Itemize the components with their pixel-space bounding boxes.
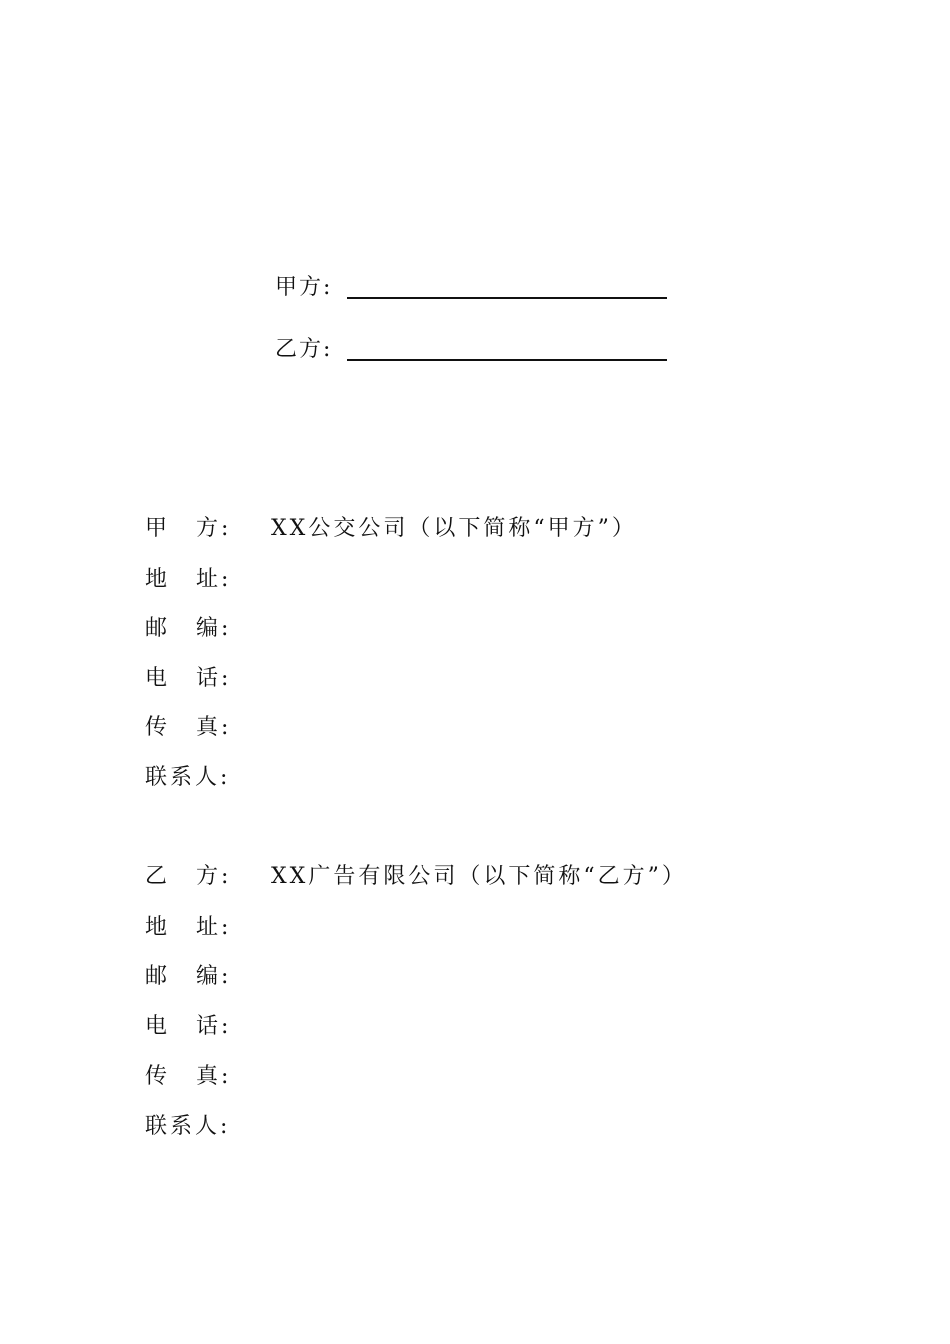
party-a-contact-label: 联系人: — [145, 764, 231, 790]
party-b-address-row — [145, 910, 271, 940]
party-a-signature-blank[interactable] — [347, 271, 667, 299]
party-a-fax-label: 传 真: — [145, 714, 232, 740]
party-a-phone-label: 电 话: — [145, 665, 232, 691]
party-b-signature-line — [275, 332, 667, 362]
party-b-phone-row — [145, 1009, 271, 1039]
party-a-phone-row — [145, 661, 271, 691]
party-a-fax-row — [145, 710, 271, 740]
party-b-phone-label: 电 话: — [145, 1013, 232, 1039]
party-a-name-row — [145, 511, 637, 541]
party-b-postcode-label: 邮 编: — [145, 963, 232, 989]
party-a-signature-line — [275, 270, 667, 300]
party-a-signature-label: 甲方: — [275, 274, 333, 300]
party-a-postcode-label: 邮 编: — [145, 615, 232, 641]
party-a-address-row — [145, 562, 271, 592]
party-b-name-row — [145, 859, 687, 889]
party-b-contact-row — [145, 1109, 271, 1139]
party-b-fax-row — [145, 1059, 271, 1089]
party-b-contact-label: 联系人: — [145, 1113, 231, 1139]
party-b-fax-label: 传 真: — [145, 1063, 232, 1089]
party-b-signature-label: 乙方: — [275, 336, 333, 362]
party-b-signature-blank[interactable] — [347, 333, 667, 361]
party-b-name-label: 乙 方: — [145, 863, 232, 889]
party-a-contact-row — [145, 760, 271, 790]
party-b-address-label: 地 址: — [145, 914, 232, 940]
party-b-postcode-row — [145, 959, 271, 989]
party-a-name-label: 甲 方: — [145, 515, 232, 541]
party-b-name-value: XX广告有限公司（以下简称“乙方”） — [271, 863, 687, 889]
party-a-postcode-row — [145, 611, 271, 641]
party-a-name-value: XX公交公司（以下简称“甲方”） — [271, 515, 637, 541]
party-a-address-label: 地 址: — [145, 566, 232, 592]
